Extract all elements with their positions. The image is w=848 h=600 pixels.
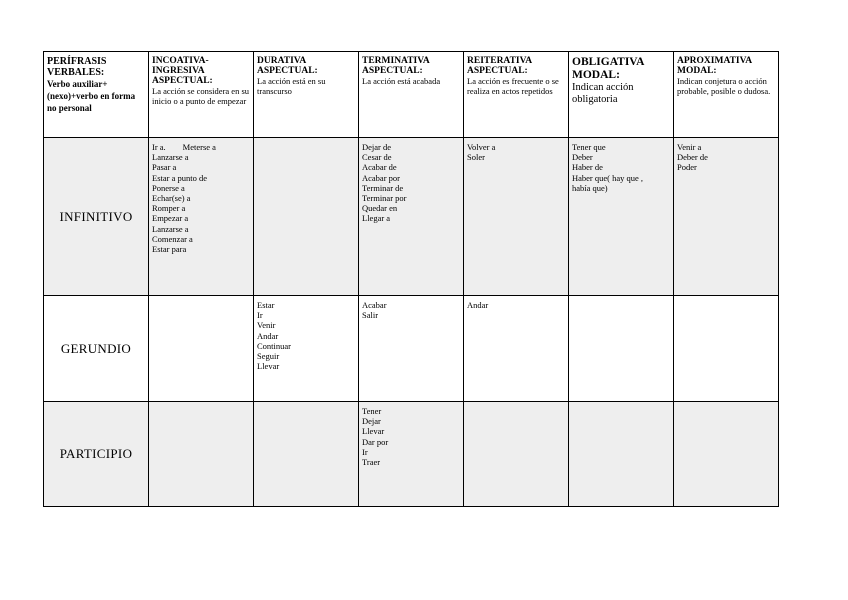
cell-infinitivo-obligativa [569, 138, 674, 296]
verb-item: Deber de [677, 152, 708, 163]
row-gerundio [44, 296, 779, 402]
verb-item: Lanzarse a [152, 152, 189, 163]
verb-item: Pasar a [152, 162, 177, 173]
verb-item: Haber de [572, 162, 603, 173]
cell-infinitivo-terminativa [359, 138, 464, 296]
header-title: APROXIMATIVA MODAL: [677, 56, 752, 76]
header-cell-perifrasis [44, 52, 149, 138]
header-cell-reiterativa [464, 52, 569, 138]
cell-participio-durativa [254, 402, 359, 507]
cell-gerundio-reiterativa [464, 296, 569, 402]
header-cell-durativa [254, 52, 359, 138]
cell-gerundio-terminativa [359, 296, 464, 402]
verb-item: Venir a [677, 142, 702, 152]
verb-item: Andar [257, 330, 279, 341]
header-cell-incoativa [149, 52, 254, 138]
verb-item: Ir [257, 310, 263, 321]
row-infinitivo [44, 138, 779, 296]
verb-item: Ponerse a [152, 182, 185, 193]
cell-infinitivo-aproximativa [674, 138, 779, 296]
verb-item: Traer [362, 457, 381, 468]
cell-infinitivo-incoativa [149, 138, 254, 296]
verb-item: Tener [362, 406, 382, 416]
verb-item: Haber que( hay que , [572, 172, 644, 183]
verb-item: Acabar por [362, 172, 400, 183]
cell-infinitivo-durativa [254, 138, 359, 296]
verb-item: Llegar a [362, 213, 391, 224]
verb-item: Empezar a [152, 213, 189, 224]
cell-gerundio-obligativa [569, 296, 674, 402]
header-desc: Indican conjetura o acción probable, posible o dudosa. [677, 76, 771, 96]
cell-gerundio-durativa [254, 296, 359, 402]
verb-item: Andar [467, 300, 489, 310]
verb-item: Llevar [362, 426, 385, 437]
verb-item: había que) [572, 182, 608, 193]
verb-item: Lanzarse a [152, 223, 189, 234]
cell-participio-terminativa [359, 402, 464, 507]
header-cell-terminativa [359, 52, 464, 138]
cell-participio-incoativa [149, 402, 254, 507]
verb-item: Seguir [257, 351, 280, 362]
verb-item: Soler [467, 152, 485, 163]
header-desc: La acción está acabada [362, 76, 441, 86]
cell-participio-reiterativa [464, 402, 569, 507]
cell-infinitivo-reiterativa [464, 138, 569, 296]
verb-item: Echar(se) a [152, 193, 191, 204]
header-title: OBLIGATIVA MODAL: [572, 56, 644, 81]
header-row [44, 52, 779, 138]
verb-item: Romper a [152, 203, 186, 214]
verb-item: Continuar [257, 340, 291, 351]
row-participio [44, 402, 779, 507]
cell-gerundio-aproximativa [674, 296, 779, 402]
row-label-participio: PARTICIPIO [44, 402, 149, 507]
verb-item: Tener que [572, 142, 606, 152]
verb-item: Quedar en [362, 203, 398, 214]
perifrasis-table [43, 51, 779, 507]
verb-item: Dar por [362, 436, 389, 447]
header-title: REITERATIVA ASPECTUAL: [467, 56, 532, 76]
verb-item: Terminar de [362, 182, 404, 193]
row-label-gerundio: GERUNDIO [44, 296, 149, 402]
verb-item: Estar a punto de [152, 172, 207, 183]
header-title: PERÍFRASIS VERBALES: [47, 56, 107, 78]
cell-gerundio-incoativa [149, 296, 254, 402]
cell-participio-aproximativa [674, 402, 779, 507]
verb-item: Ir a. Meterse a [152, 142, 216, 152]
header-desc: La acción está en su transcurso [257, 76, 326, 96]
verb-item: Llevar [257, 361, 280, 372]
header-title: DURATIVA ASPECTUAL: [257, 56, 318, 76]
header-desc: Indican acción obligatoria [572, 82, 634, 105]
verb-item: Estar para [152, 244, 187, 255]
verb-item: Acabar [362, 300, 387, 310]
verb-item: Poder [677, 162, 697, 173]
verb-item: Dejar de [362, 142, 392, 152]
header-title: TERMINATIVA ASPECTUAL: [362, 56, 430, 76]
header-desc: Verbo auxiliar+ (nexo)+verbo en forma no personal [47, 79, 136, 113]
cell-participio-obligativa [569, 402, 674, 507]
verb-item: Deber [572, 152, 593, 163]
verb-item: Cesar de [362, 152, 392, 163]
header-cell-aproximativa [674, 52, 779, 138]
verb-item: Volver a [467, 142, 496, 152]
header-desc: La acción es frecuente o se realiza en actos repetidos [467, 76, 559, 96]
header-title: INCOATIVA-INGRESIVA ASPECTUAL: [152, 56, 213, 86]
verb-item: Terminar por [362, 193, 407, 204]
row-label-infinitivo: INFINITIVO [44, 138, 149, 296]
header-cell-obligativa [569, 52, 674, 138]
verb-item: Comenzar a [152, 233, 193, 244]
verb-item: Venir [257, 320, 276, 331]
verb-item: Dejar [362, 416, 381, 427]
verb-item: Acabar de [362, 162, 397, 173]
verb-item: Estar [257, 300, 275, 310]
header-desc: La acción se considera en su inicio o a punto de empezar [152, 86, 249, 106]
verb-item: Salir [362, 310, 379, 321]
verb-item: Ir [362, 446, 368, 457]
